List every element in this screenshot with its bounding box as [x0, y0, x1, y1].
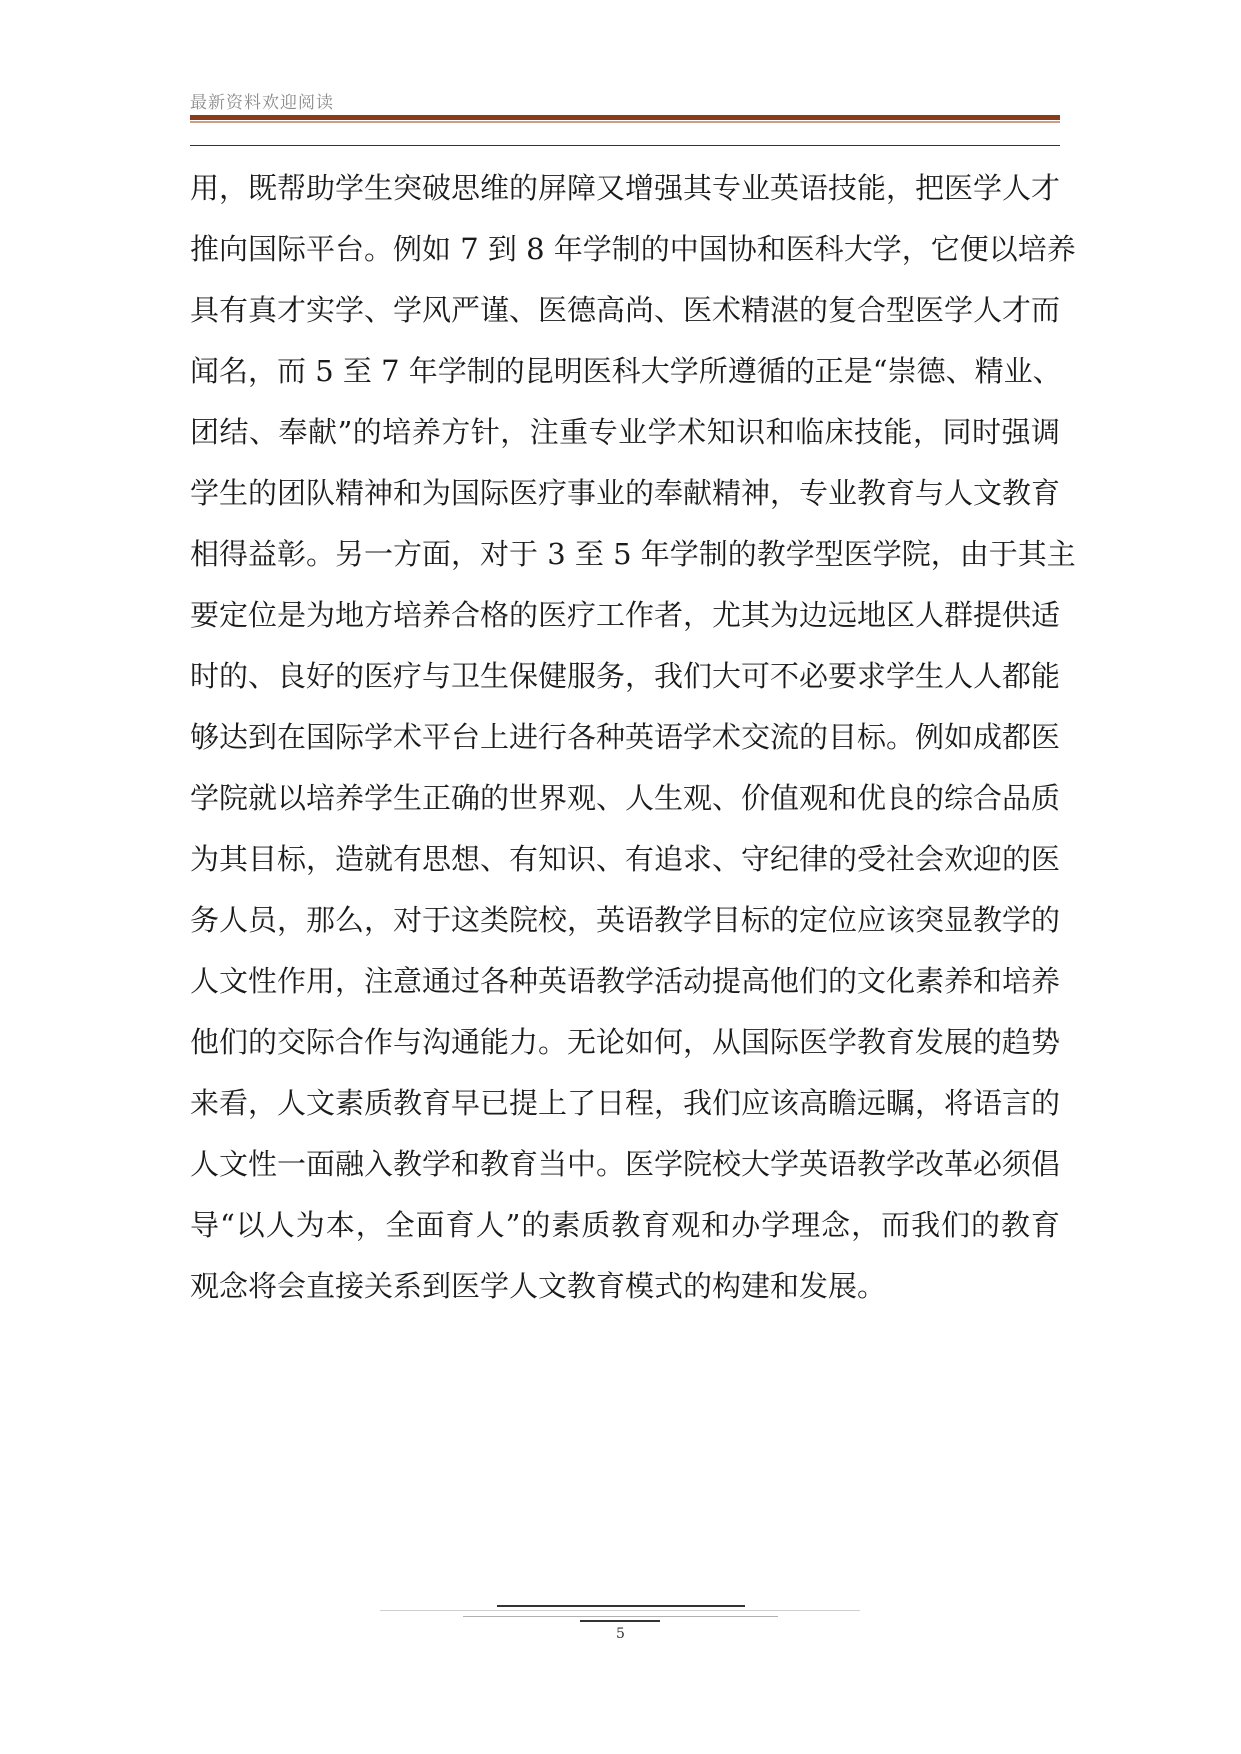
text-line: 具有真才实学、学风严谨、医德高尚、医术精湛的复合型医学人才而: [190, 293, 1061, 327]
footer-rule-dark: [497, 1605, 745, 1607]
text-line: 观念将会直接关系到医学人文教育模式的构建和发展。: [190, 1269, 887, 1303]
text-line: 时的、良好的医疗与卫生保健服务，我们大可不必要求学生人人都能: [190, 659, 1061, 693]
footer-rule-outer: [380, 1610, 860, 1611]
header-rule-accent: [190, 121, 1060, 123]
footer-rule-inner: [463, 1616, 778, 1617]
text-line: 够达到在国际学术平台上进行各种英语学术交流的目标。例如成都医: [190, 720, 1061, 754]
text-line: 导“以人为本，全面育人”的素质教育观和办学理念，而我们的教育: [190, 1208, 1060, 1242]
text-line: 闻名，而 5 至 7 年学制的昆明医科大学所遵循的正是“崇德、精业、: [190, 354, 1062, 388]
text-line: 人文性作用，注意通过各种英语教学活动提高他们的文化素养和培养: [190, 964, 1061, 998]
page-number: 5: [616, 1626, 625, 1642]
running-header: 最新资料欢迎阅读: [190, 93, 334, 113]
text-line: 他们的交际合作与沟通能力。无论如何，从国际医学教育发展的趋势: [190, 1025, 1061, 1059]
text-line: 学生的团队精神和为国际医疗事业的奉献精神，专业教育与人文教育: [190, 476, 1061, 510]
text-line: 来看，人文素质教育早已提上了日程，我们应该高瞻远瞩，将语言的: [190, 1086, 1061, 1120]
header-rule-thin: [190, 145, 1060, 146]
text-line: 用，既帮助学生突破思维的屏障又增强其专业英语技能，把医学人才: [190, 171, 1061, 205]
text-line: 相得益彰。另一方面，对于 3 至 5 年学制的教学型医学院，由于其主: [190, 537, 1076, 571]
body-paragraph: [190, 158, 1076, 1317]
text-line: 务人员，那么，对于这类院校，英语教学目标的定位应该突显教学的: [190, 903, 1061, 937]
text-line: 人文性一面融入教学和教育当中。医学院校大学英语教学改革必须倡: [190, 1147, 1061, 1181]
text-line: 学院就以培养学生正确的世界观、人生观、价值观和优良的综合品质: [190, 781, 1061, 815]
text-line: 要定位是为地方培养合格的医疗工作者，尤其为边远地区人群提供适: [190, 598, 1061, 632]
text-line: 推向国际平台。例如 7 到 8 年学制的中国协和医科大学，它便以培养: [190, 232, 1076, 266]
text-line: 团结、奉献”的培养方针，注重专业学术知识和临床技能，同时强调: [190, 415, 1060, 449]
text-line: 为其目标，造就有思想、有知识、有追求、守纪律的受社会欢迎的医: [190, 842, 1061, 876]
footer-rule-short: [580, 1620, 660, 1622]
header-rule-thick: [190, 115, 1060, 120]
